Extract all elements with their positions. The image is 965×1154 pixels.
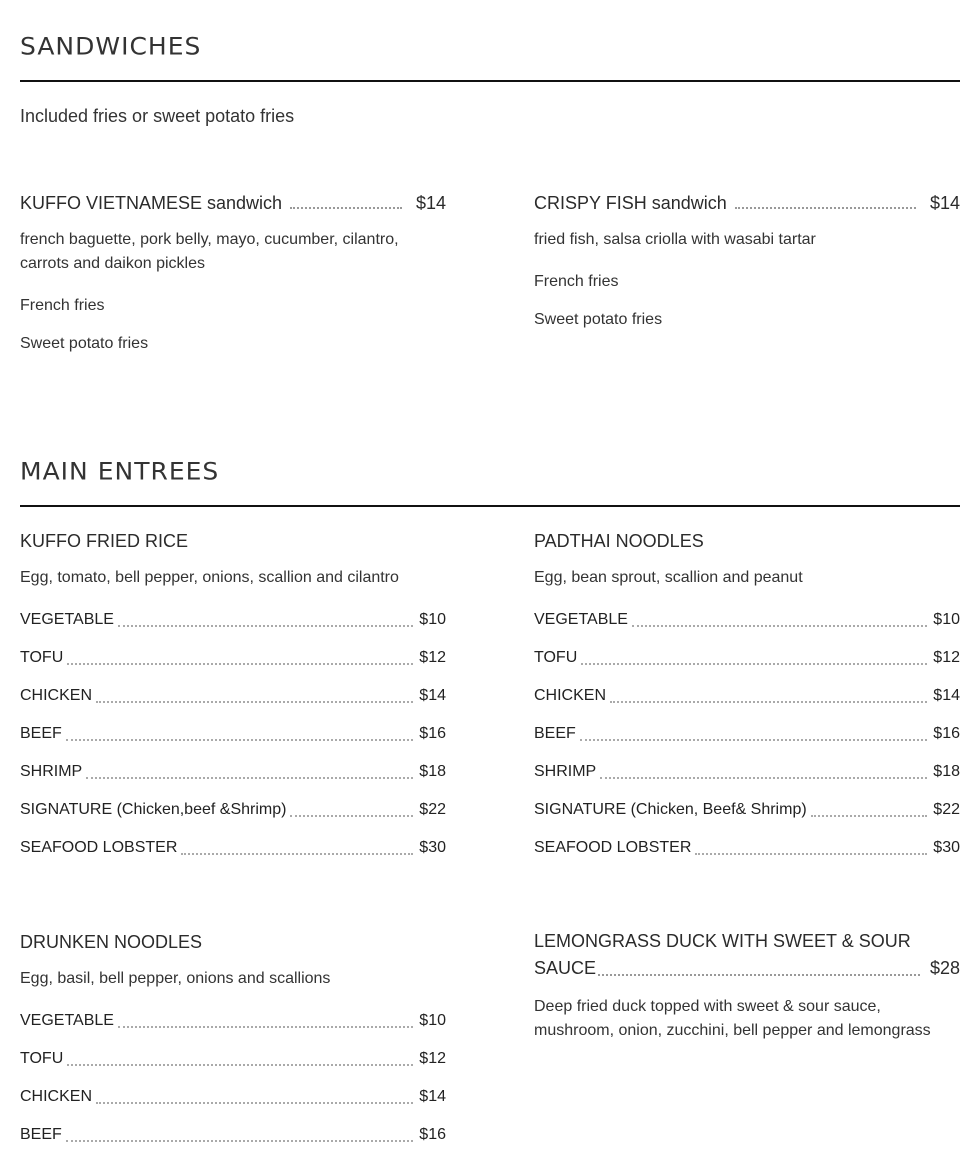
variant-row (20, 753, 446, 791)
option-sweet-potato-fries: Sweet potato fries (20, 335, 149, 352)
item-name: PADTHAI NOODLES (534, 531, 704, 551)
item-name: KUFFO VIETNAMESE sandwich (20, 193, 283, 213)
dot-leader (96, 1102, 413, 1104)
dot-leader (600, 777, 927, 779)
variant-price: $12 (419, 1050, 446, 1067)
variant-row (534, 639, 960, 677)
variant-row (20, 677, 446, 715)
variant-price: $10 (419, 1012, 446, 1029)
dot-leader (735, 207, 916, 209)
menu-item-kuffo-fried-rice (20, 529, 446, 867)
dot-leader (86, 777, 413, 779)
variant-price: $14 (419, 1088, 446, 1105)
item-description: fried fish, salsa criolla with wasabi tartar (534, 231, 816, 248)
variant-name: SHRIMP (20, 763, 83, 780)
dot-leader (290, 815, 413, 817)
item-title (534, 928, 960, 982)
dot-leader (598, 974, 920, 976)
variant-price: $10 (419, 611, 446, 628)
item-price: $28 (926, 955, 960, 982)
dot-leader (290, 207, 402, 209)
variant-price: $22 (419, 801, 446, 818)
variant-row (20, 791, 446, 829)
item-title (20, 930, 446, 954)
variant-row (20, 1078, 446, 1116)
variant-name: BEEF (20, 1126, 62, 1143)
variant-row (20, 1040, 446, 1078)
variant-price: $30 (419, 839, 446, 856)
variant-price: $12 (933, 649, 960, 666)
item-description: Egg, basil, bell pepper, onions and scallions (20, 970, 331, 987)
dot-leader (67, 663, 413, 665)
item-title (534, 529, 960, 553)
item-name: KUFFO FRIED RICE (20, 531, 189, 551)
dot-leader (66, 739, 414, 741)
menu-item-padthai-noodles (534, 529, 960, 867)
variant-name: TOFU (534, 649, 578, 666)
variant-row (20, 1002, 446, 1040)
variant-price: $18 (933, 763, 960, 780)
variant-price: $14 (933, 687, 960, 704)
dot-leader (118, 1026, 413, 1028)
variant-name: CHICKEN (20, 1088, 93, 1105)
variant-row (534, 791, 960, 829)
variant-name: SIGNATURE (Chicken,beef &Shrimp) (20, 801, 287, 818)
variant-name: TOFU (20, 1050, 64, 1067)
variant-name: BEEF (534, 725, 576, 742)
variant-row (534, 677, 960, 715)
item-description: Deep fried duck topped with sweet & sour sauce, mushroom, onion, zucchini, bell pepper and lemongrass (534, 998, 931, 1039)
variant-row (534, 601, 960, 639)
option-french-fries: French fries (534, 273, 619, 290)
dot-leader (695, 853, 927, 855)
item-title (20, 529, 446, 553)
variant-name: SEAFOOD LOBSTER (20, 839, 178, 856)
sandwiches-note: Included fries or sweet potato fries (20, 106, 295, 126)
dot-leader (581, 663, 927, 665)
variant-name: TOFU (20, 649, 64, 666)
variant-name: VEGETABLE (20, 1012, 114, 1029)
item-description: Egg, tomato, bell pepper, onions, scallion and cilantro (20, 569, 399, 586)
dot-leader (118, 625, 413, 627)
section-heading-main-entrees: MAIN ENTREES (20, 457, 220, 486)
dot-leader (96, 701, 413, 703)
variant-row (20, 829, 446, 867)
item-name: LEMONGRASS DUCK WITH SWEET & SOUR SAUCE (534, 931, 911, 978)
item-name: DRUNKEN NOODLES (20, 932, 203, 952)
item-title (20, 191, 446, 215)
dot-leader (181, 853, 413, 855)
item-options (20, 1002, 446, 1154)
variant-name: VEGETABLE (534, 611, 628, 628)
variant-name: BEEF (20, 725, 62, 742)
dot-leader (66, 1140, 414, 1142)
dot-leader (610, 701, 927, 703)
menu-item-kuffo-vietnamese-sandwich (20, 191, 446, 363)
dot-leader (580, 739, 928, 741)
item-options (534, 601, 960, 867)
item-description: Egg, bean sprout, scallion and peanut (534, 569, 803, 586)
variant-name: CHICKEN (534, 687, 607, 704)
variant-name: SEAFOOD LOBSTER (534, 839, 692, 856)
variant-price: $16 (419, 1126, 446, 1143)
variant-name: SIGNATURE (Chicken, Beef& Shrimp) (534, 801, 807, 818)
variant-row (534, 753, 960, 791)
variant-name: SHRIMP (534, 763, 597, 780)
item-options (20, 601, 446, 867)
variant-price: $18 (419, 763, 446, 780)
variant-price: $10 (933, 611, 960, 628)
divider (20, 80, 960, 82)
item-options (534, 263, 960, 339)
item-options (20, 287, 446, 363)
variant-row (20, 639, 446, 677)
menu-item-crispy-fish-sandwich (534, 191, 960, 339)
section-heading-sandwiches: SANDWICHES (20, 32, 202, 61)
variant-name: VEGETABLE (20, 611, 114, 628)
variant-name: CHICKEN (20, 687, 93, 704)
item-price: $14 (415, 193, 446, 213)
divider (20, 505, 960, 507)
variant-price: $12 (419, 649, 446, 666)
variant-price: $30 (933, 839, 960, 856)
menu-item-drunken-noodles (20, 930, 446, 1154)
variant-row (20, 715, 446, 753)
variant-row (534, 829, 960, 867)
option-french-fries: French fries (20, 297, 105, 314)
item-price: $14 (929, 193, 960, 213)
variant-row (20, 601, 446, 639)
dot-leader (811, 815, 928, 817)
variant-price: $16 (933, 725, 960, 742)
menu-item-lemongrass-duck (534, 928, 960, 1054)
variant-price: $22 (933, 801, 960, 818)
variant-price: $16 (419, 725, 446, 742)
item-description: french baguette, pork belly, mayo, cucumber, cilantro, carrots and daikon pickles (20, 231, 399, 272)
variant-row (20, 1116, 446, 1154)
dot-leader (67, 1064, 413, 1066)
dot-leader (632, 625, 927, 627)
item-title (534, 191, 960, 215)
item-name: CRISPY FISH sandwich (534, 193, 727, 213)
variant-price: $14 (419, 687, 446, 704)
option-sweet-potato-fries: Sweet potato fries (534, 311, 663, 328)
variant-row (534, 715, 960, 753)
